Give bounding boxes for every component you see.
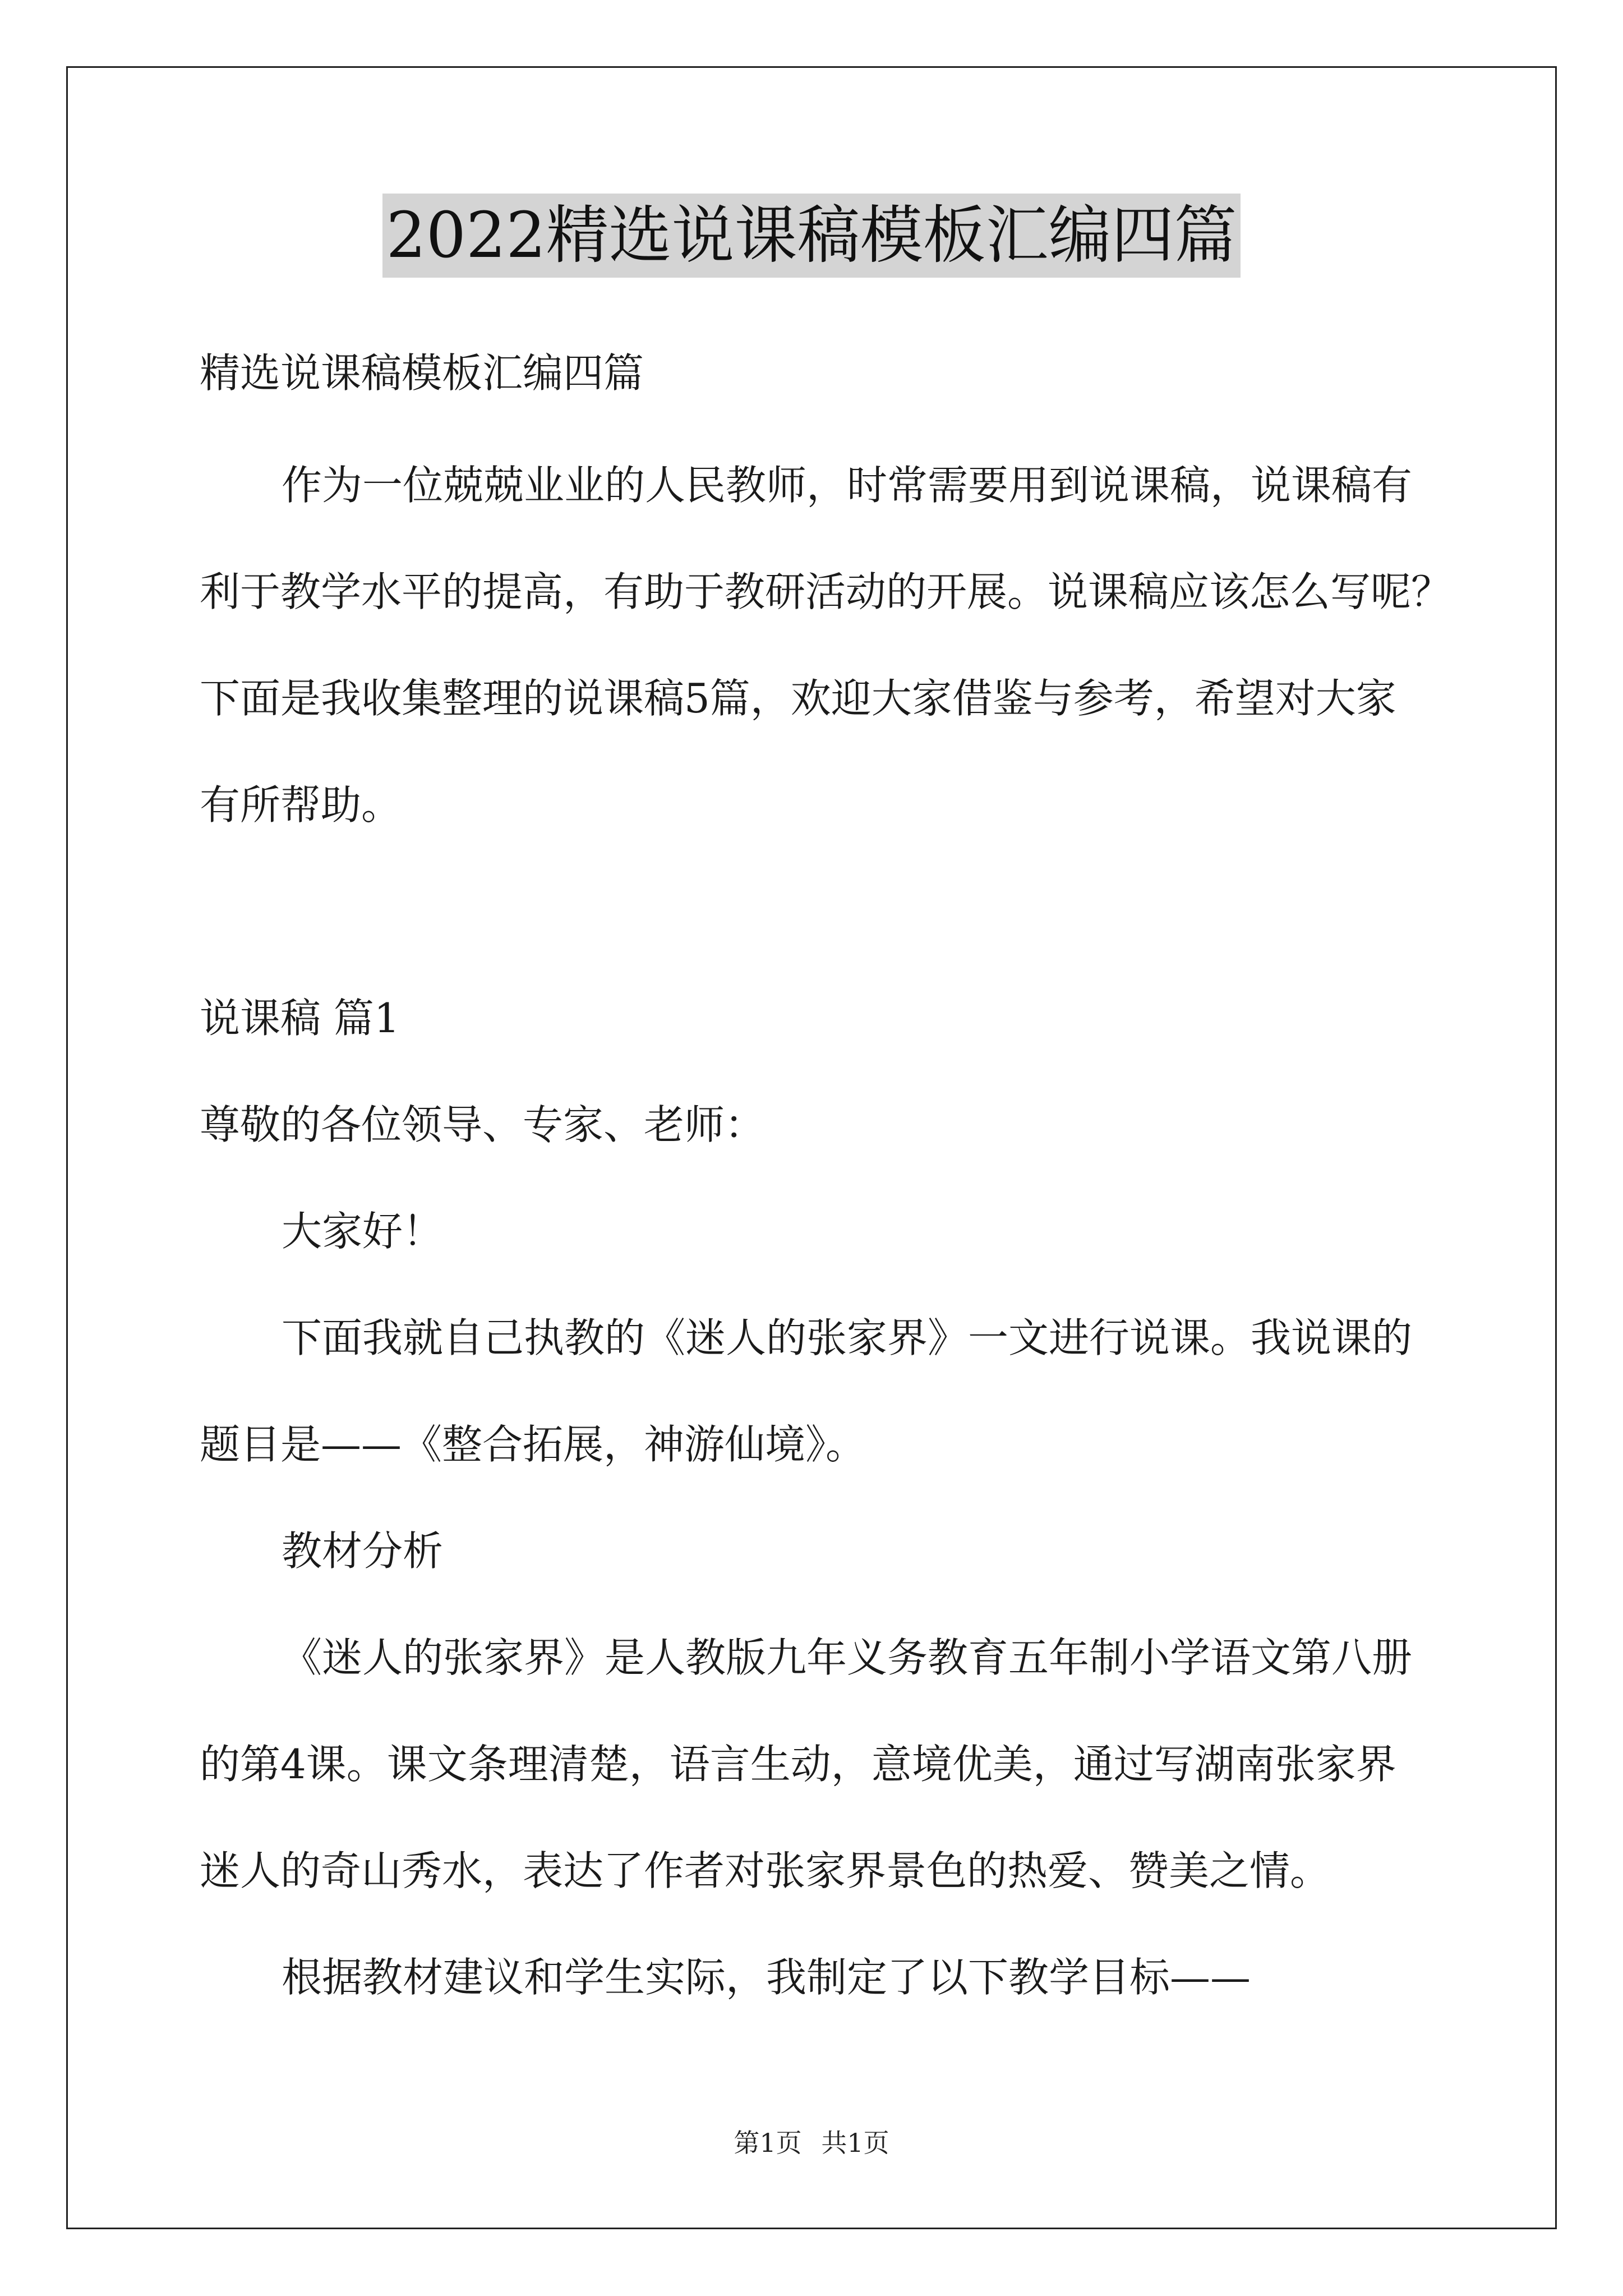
document-title: 2022精选说课稿模板汇编四篇: [382, 194, 1240, 278]
paragraph-line: 下面是我收集整理的说课稿5篇，欢迎大家借鉴与参考，希望对大家: [200, 675, 1396, 722]
section-heading: 说课稿 篇1: [200, 995, 400, 1042]
paragraph-line: 根据教材建议和学生实际，我制定了以下教学目标——: [282, 1954, 1251, 2001]
subtitle-line: 精选说课稿模板汇编四篇: [200, 349, 644, 397]
title-container: [0, 194, 1623, 278]
page-total: 共1页: [821, 2128, 889, 2158]
page-footer: [0, 2126, 1623, 2160]
greeting-line: 大家好！: [282, 1208, 444, 1255]
page-number: 第1页: [734, 2128, 802, 2158]
paragraph-line: 《迷人的张家界》是人教版九年义务教育五年制小学语文第八册: [282, 1634, 1413, 1681]
subheading-line: 教材分析: [282, 1527, 444, 1575]
paragraph-line: 下面我就自己执教的《迷人的张家界》一文进行说课。我说课的: [282, 1314, 1413, 1361]
paragraph-line: 的第4课。课文条理清楚，语言生动，意境优美，通过写湖南张家界: [200, 1741, 1396, 1788]
paragraph-line: 有所帮助。: [200, 781, 402, 829]
paragraph-line: 利于教学水平的提高，有助于教研活动的开展。说课稿应该怎么写呢？: [200, 568, 1452, 615]
paragraph-line: 作为一位兢兢业业的人民教师，时常需要用到说课稿，说课稿有: [282, 462, 1413, 509]
paragraph-line: 题目是——《整合拓展，神游仙境》。: [200, 1421, 866, 1468]
salutation-line: 尊敬的各位领导、专家、老师：: [200, 1101, 766, 1148]
paragraph-line: 迷人的奇山秀水，表达了作者对张家界景色的热爱、赞美之情。: [200, 1847, 1331, 1894]
